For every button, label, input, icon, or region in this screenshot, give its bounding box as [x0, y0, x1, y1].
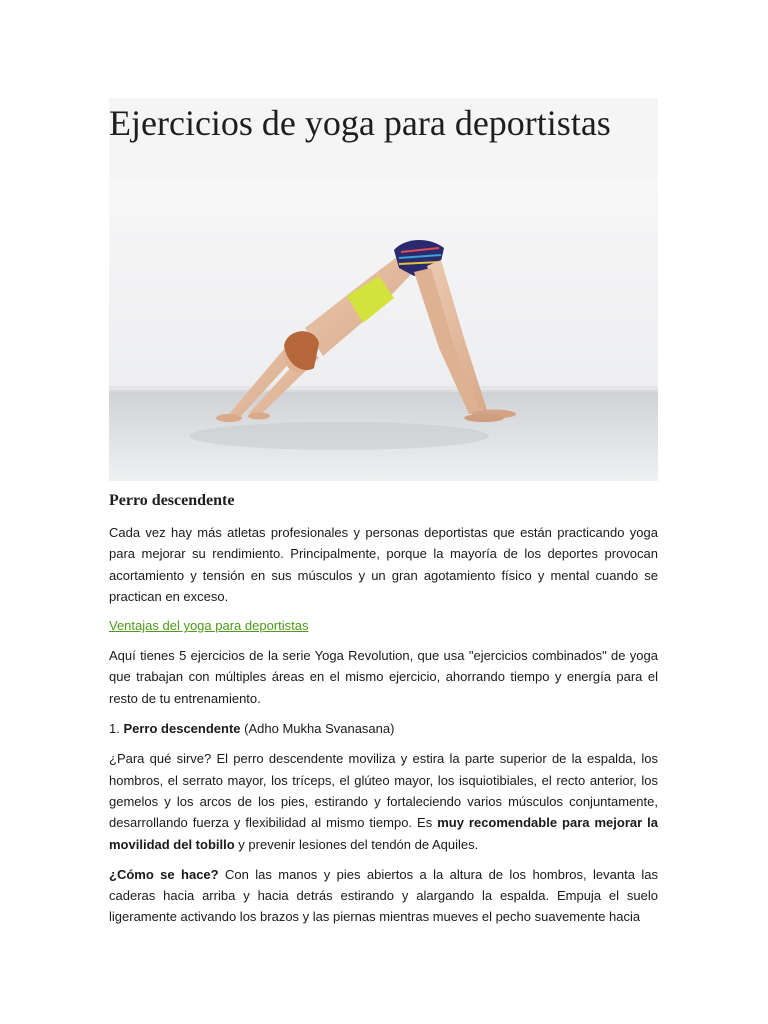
purpose-end: y prevenir lesiones del tendón de Aquiles.	[238, 836, 479, 852]
page-title: Ejercicios de yoga para deportistas	[109, 103, 611, 143]
how-label: ¿Cómo se hace?	[109, 866, 219, 882]
exercise-number: 1.	[109, 721, 120, 737]
title-band	[109, 98, 658, 178]
exercise-name: Perro descendente	[123, 721, 241, 737]
yoga-pose-image	[109, 178, 658, 481]
document-page	[109, 98, 658, 928]
how-paragraph	[109, 864, 658, 928]
purpose-text: ¿Para qué sirve? El perro descendente moviliza y estira la parte superior de la espalda, los hombros, el serrato mayor, los tríceps, el glúteo mayor, los isquiotibiales, el recto anterior, los gemelos y los arcos de los pies, estirando y fortaleciendo varios músculos conjuntamente, desarrollando fuerza y flexibilidad al mismo tiempo. Es	[109, 751, 658, 831]
purpose-paragraph	[109, 748, 658, 854]
benefits-link[interactable]: Ventajas del yoga para deportistas	[109, 618, 309, 634]
series-paragraph: Aquí tienes 5 ejercicios de la serie Yoga Revolution, que usa "ejercicios combinados" de yoga que trabajan con múltiples áreas en el mismo ejercicio, ahorrando tiempo y energía para el resto de tu entrenamiento.	[109, 648, 658, 706]
purpose-bold: muy recomendable para mejorar la movilidad del tobillo	[109, 815, 658, 852]
section-heading: Perro descendente	[109, 492, 235, 509]
intro-paragraph: Cada vez hay más atletas profesionales y personas deportistas que están practicando yoga para mejorar su rendimiento. Principalmente, porque la mayoría de los deportes provocan acortamiento y tensión en sus músculos y un gran agotamiento físico y mental cuando se practican en exceso.	[109, 525, 658, 604]
how-text: Con las manos y pies abiertos a la altura de los hombros, levanta las caderas hacia arriba y hacia detrás estirando y alargando la espalda. Empuja el suelo ligeramente activando los brazos y las piernas mientras mueves el pecho suavemente hacia	[109, 866, 658, 925]
exercise-heading	[109, 718, 658, 739]
exercise-sanskrit: (Adho Mukha Svanasana)	[244, 721, 395, 737]
